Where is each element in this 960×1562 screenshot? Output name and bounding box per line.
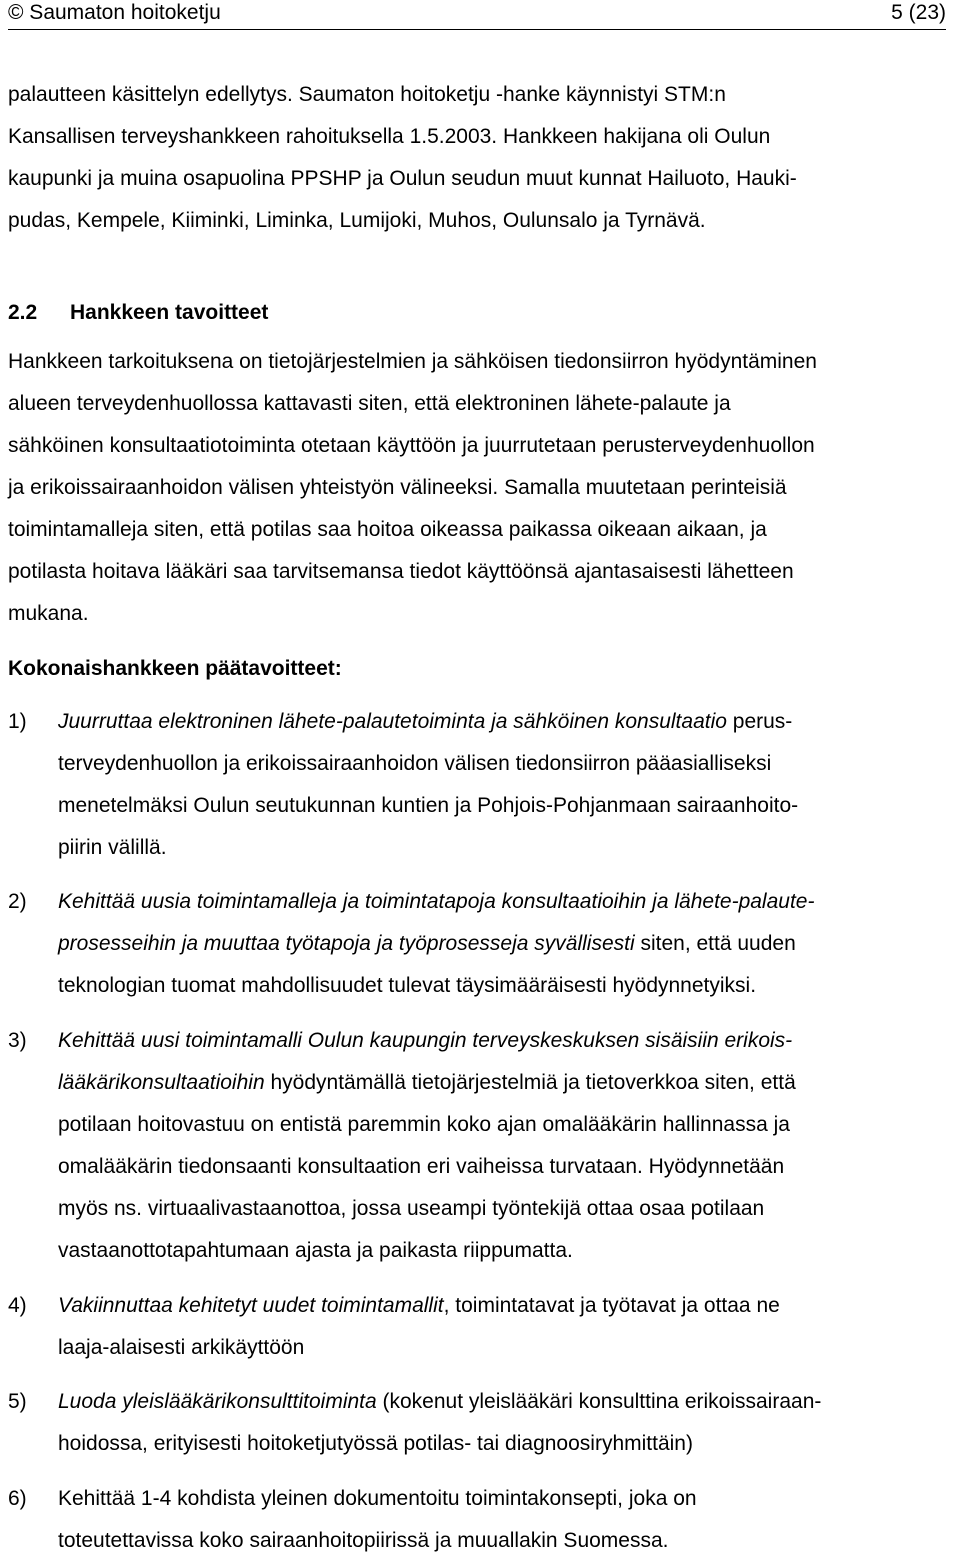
goal-text bbox=[58, 1020, 948, 1272]
goal-line: piirin välillä. bbox=[58, 836, 167, 859]
text-line: Hankkeen tarkoituksena on tietojärjestelmien ja sähköisen tiedonsiirron hyödyntäminen bbox=[8, 350, 817, 373]
text-line: toimintamalleja siten, että potilas saa hoitoa oikeassa paikassa oikeaan aikaan, ja bbox=[8, 518, 767, 541]
goal-text bbox=[58, 1478, 948, 1562]
goal-line: myös ns. virtuaalivastaanottoa, jossa useampi työntekijä ottaa osaa potilaan bbox=[58, 1197, 765, 1220]
goal-line: Juurruttaa elektroninen lähete-palautetoiminta ja sähköinen konsultaatio perus- bbox=[58, 710, 793, 733]
goal-line: hoidossa, erityisesti hoitoketjutyössä potilas- tai diagnoosiryhmittäin) bbox=[58, 1432, 693, 1455]
text-line: mukana. bbox=[8, 602, 89, 625]
text-line: alueen terveydenhuollossa kattavasti siten, että elektroninen lähete-palaute ja bbox=[8, 392, 731, 415]
goal-line: toteutettavissa koko sairaanhoitopiirissä ja muuallakin Suomessa. bbox=[58, 1529, 669, 1552]
goal-line: Kehittää 1-4 kohdista yleinen dokumentoitu toimintakonsepti, joka on bbox=[58, 1487, 697, 1510]
goal-text bbox=[58, 881, 948, 1007]
goal-number: 1) bbox=[8, 710, 27, 733]
text-line: kaupunki ja muina osapuolina PPSHP ja Oulun seudun muut kunnat Hailuoto, Hauki- bbox=[8, 167, 797, 190]
goal-line: Kehittää uusia toimintamalleja ja toimintatapoja konsultaatioihin ja lähete-palaute- bbox=[58, 890, 815, 913]
goal-text bbox=[58, 1381, 948, 1465]
section-title: Hankkeen tavoitteet bbox=[70, 301, 269, 324]
goal-line: menetelmäksi Oulun seutukunnan kuntien ja Pohjois-Pohjanmaan sairaanhoito- bbox=[58, 794, 799, 817]
goal-line: lääkärikonsultaatioihin hyödyntämällä tietojärjestelmiä ja tietoverkkoa siten, että bbox=[58, 1071, 796, 1094]
goal-text bbox=[58, 701, 948, 869]
text-line: palautteen käsittelyn edellytys. Saumaton hoitoketju -hanke käynnistyi STM:n bbox=[8, 83, 726, 106]
goal-number: 5) bbox=[8, 1390, 27, 1413]
goal-number: 6) bbox=[8, 1487, 27, 1510]
intro-paragraph bbox=[8, 74, 948, 242]
text-line: pudas, Kempele, Kiiminki, Liminka, Lumijoki, Muhos, Oulunsalo ja Tyrnävä. bbox=[8, 209, 706, 232]
goal-number: 2) bbox=[8, 890, 27, 913]
body-paragraph bbox=[8, 341, 948, 635]
goal-line: vastaanottotapahtumaan ajasta ja paikasta riippumatta. bbox=[58, 1239, 573, 1262]
goal-number: 3) bbox=[8, 1029, 27, 1052]
page-number: 5 (23) bbox=[891, 1, 946, 24]
goal-text bbox=[58, 1285, 948, 1369]
text-line: ja erikoissairaanhoidon välisen yhteistyön välineeksi. Samalla muutetaan perinteisiä bbox=[8, 476, 787, 499]
goal-line: Vakiinnuttaa kehitetyt uudet toimintamallit, toimintatavat ja työtavat ja ottaa ne bbox=[58, 1294, 780, 1317]
section-heading bbox=[8, 298, 268, 328]
text-line: Kansallisen terveyshankkeen rahoituksella 1.5.2003. Hankkeen hakijana oli Oulun bbox=[8, 125, 771, 148]
goal-line: terveydenhuollon ja erikoissairaanhoidon välisen tiedonsiirron pääasialliseksi bbox=[58, 752, 772, 775]
goal-number: 4) bbox=[8, 1294, 27, 1317]
goal-line: omalääkärin tiedonsaanti konsultaation eri vaiheissa turvataan. Hyödynnetään bbox=[58, 1155, 785, 1178]
section-number: 2.2 bbox=[8, 301, 38, 324]
goals-heading: Kokonaishankkeen päätavoitteet: bbox=[8, 657, 342, 680]
header-title: © Saumaton hoitoketju bbox=[8, 1, 221, 24]
goal-line: prosesseihin ja muuttaa työtapoja ja työprosesseja syvällisesti siten, että uuden bbox=[58, 932, 796, 955]
goal-line: Luoda yleislääkärikonsulttitoiminta (kokenut yleislääkäri konsulttina erikoissairaan- bbox=[58, 1390, 822, 1413]
page-header bbox=[8, 0, 946, 30]
goal-line: Kehittää uusi toimintamalli Oulun kaupungin terveyskeskuksen sisäisiin erikois- bbox=[58, 1029, 793, 1052]
goal-line: potilaan hoitovastuu on entistä paremmin koko ajan omalääkärin hallinnassa ja bbox=[58, 1113, 790, 1136]
text-line: sähköinen konsultaatiotoiminta otetaan käyttöön ja juurrutetaan perusterveydenhuollon bbox=[8, 434, 815, 457]
goal-line: teknologian tuomat mahdollisuudet tulevat täysimääräisesti hyödynnetyiksi. bbox=[58, 974, 757, 997]
text-line: potilasta hoitava lääkäri saa tarvitsemansa tiedot käyttöönsä ajantasaisesti lähetteen bbox=[8, 560, 794, 583]
goal-line: laaja-alaisesti arkikäyttöön bbox=[58, 1336, 305, 1359]
